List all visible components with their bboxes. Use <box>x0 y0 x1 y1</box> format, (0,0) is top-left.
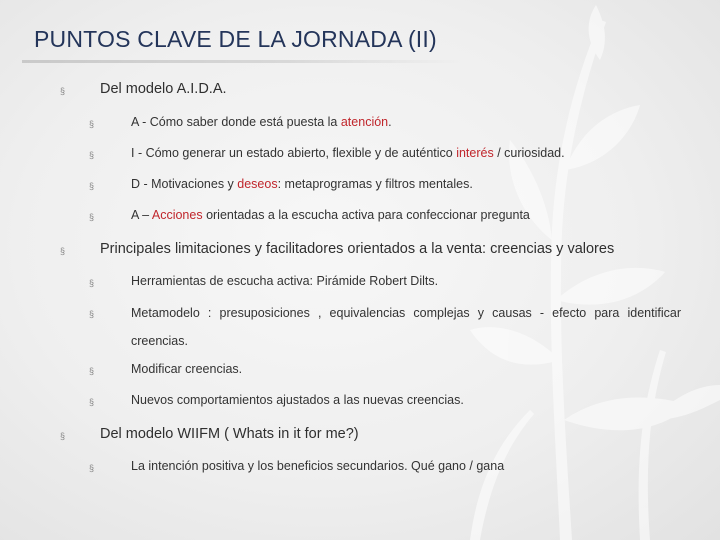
list-item-desire: D - Motivaciones y deseos: metaprogramas y filtros mentales. <box>131 177 473 191</box>
highlight-deseos: deseos <box>237 177 278 191</box>
highlight-acciones: Acciones <box>151 208 203 222</box>
list-item-action: A – Acciones orientadas a la escucha activa para confeccionar pregunta <box>131 208 530 222</box>
item-bullet-icon: § <box>89 366 95 376</box>
item-bullet-icon: § <box>89 212 95 222</box>
item-bullet-icon: § <box>89 150 95 160</box>
section-heading-beliefs: Principales limitaciones y facilitadores orientados a la venta: creencias y valores <box>100 241 615 257</box>
item-bullet-icon: § <box>89 397 95 407</box>
section-heading-aida: Del modelo A.I.D.A. <box>100 81 227 97</box>
list-item-metamodel: Metamodelo : presuposiciones , equivalencias complejas y causas - efecto para identificar creencias. <box>131 306 681 348</box>
item-bullet-icon: § <box>89 309 95 319</box>
list-item-attention: A - Cómo saber donde está puesta la atención. <box>131 115 392 129</box>
title-underline <box>22 60 462 63</box>
list-item-interest: I - Cómo generar un estado abierto, flexible y de auténtico interés / curiosidad. <box>131 146 565 160</box>
item-bullet-icon: § <box>89 463 95 473</box>
section-bullet-icon: § <box>60 86 66 96</box>
highlight-atencion: atención <box>340 115 389 129</box>
page-title: PUNTOS CLAVE DE LA JORNADA (II) <box>34 26 437 52</box>
item-bullet-icon: § <box>89 181 95 191</box>
section-heading-wiifm: Del modelo WIIFM ( Whats in it for me?) <box>100 426 359 442</box>
item-bullet-icon: § <box>89 119 95 129</box>
section-bullet-icon: § <box>60 246 66 256</box>
list-item-new-behaviours: Nuevos comportamientos ajustados a las nuevas creencias. <box>131 393 464 407</box>
list-item-dilts: Herramientas de escucha activa: Pirámide Robert Dilts. <box>131 274 439 288</box>
item-bullet-icon: § <box>89 278 95 288</box>
list-item-positive-intention: La intención positiva y los beneficios secundarios. Qué gano / gana <box>131 459 505 473</box>
section-bullet-icon: § <box>60 431 66 441</box>
highlight-interes: interés <box>456 146 494 160</box>
list-item-modify-beliefs: Modificar creencias. <box>131 362 243 376</box>
